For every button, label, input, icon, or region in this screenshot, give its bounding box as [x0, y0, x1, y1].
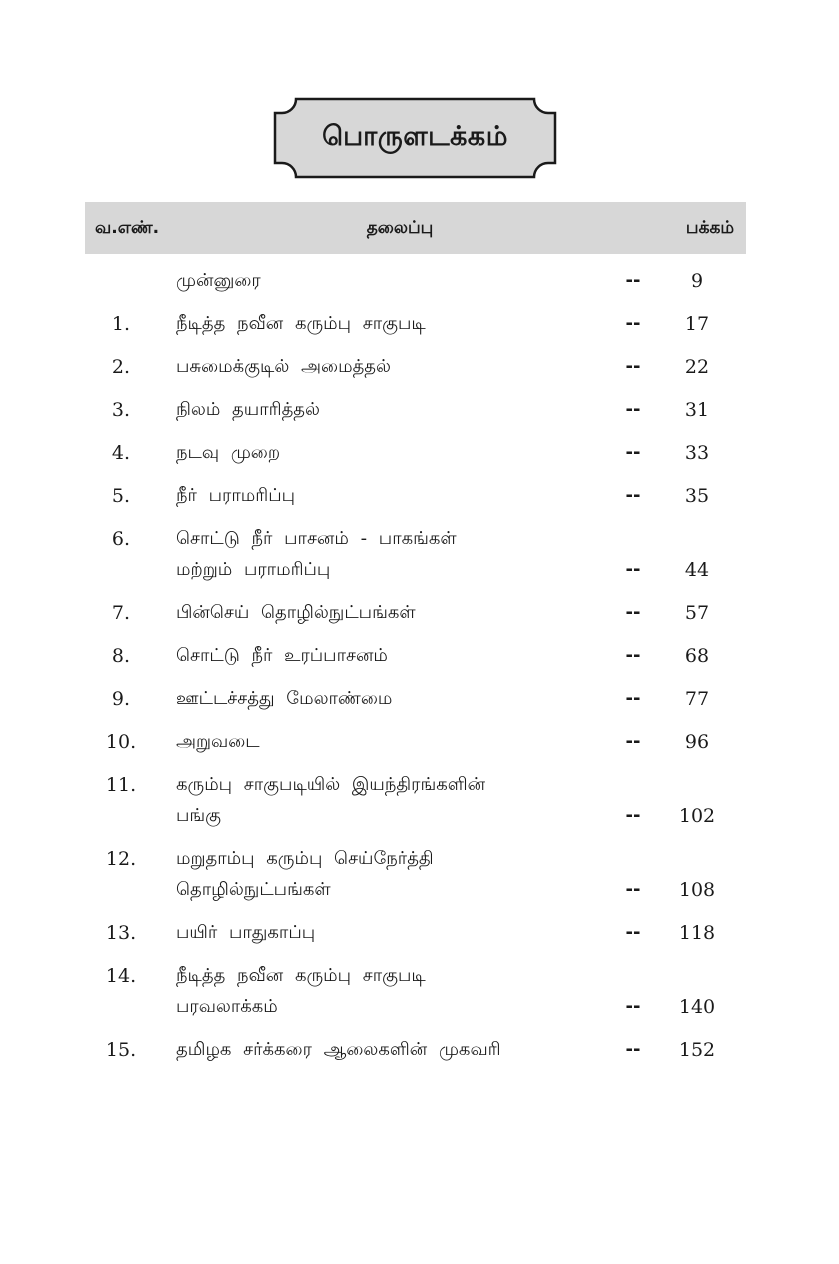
column-header-page: பக்கம்	[685, 218, 734, 238]
entry-page-number: 140	[678, 996, 716, 1018]
entry-number: 15.	[105, 1039, 137, 1061]
entry-title: நீடித்த நவீன கரும்பு சாகுபடி	[176, 313, 426, 334]
entry-title: ஊட்டச்சத்து மேலாண்மை	[176, 688, 393, 709]
entry-title: பசுமைக்குடில் அமைத்தல்	[176, 356, 391, 377]
entry-number: 6.	[111, 528, 131, 550]
entry-title: சொட்டு நீர் உரப்பாசனம்	[176, 645, 388, 666]
entry-page-number: 68	[684, 645, 710, 667]
entry-number: 11.	[105, 774, 137, 796]
toc-entry-line	[85, 875, 746, 905]
entry-title: சொட்டு நீர் பாசனம் - பாகங்கள்	[176, 528, 457, 549]
entry-separator: --	[625, 485, 641, 506]
entry-title: தமிழக சர்க்கரை ஆலைகளின் முகவரி	[176, 1039, 501, 1060]
entry-title: கரும்பு சாகுபடியில் இயந்திரங்களின்	[176, 774, 486, 795]
entry-page-number: 31	[684, 399, 710, 421]
toc-entry-line	[85, 801, 746, 831]
toc-entry-line	[85, 598, 746, 628]
heading-frame	[272, 96, 558, 180]
entry-title: பரவலாக்கம்	[176, 996, 278, 1017]
entry-title: முன்னுரை	[176, 270, 261, 291]
entry-page-number: 118	[678, 922, 716, 944]
entry-page-number: 22	[684, 356, 710, 378]
toc-entry-line	[85, 524, 746, 554]
toc-entry-line	[85, 992, 746, 1022]
entry-page-number: 152	[678, 1039, 716, 1061]
column-header-title: தலைப்பு	[366, 218, 434, 238]
entry-title: மற்றும் பராமரிப்பு	[176, 559, 331, 580]
entry-separator: --	[625, 996, 641, 1017]
entry-number: 2.	[111, 356, 131, 378]
entry-separator: --	[625, 1039, 641, 1060]
entry-page-number: 96	[684, 731, 710, 753]
entry-number: 12.	[105, 848, 137, 870]
page-title: பொருளடக்கம்	[322, 120, 508, 152]
entry-page-number: 17	[684, 313, 710, 335]
entry-separator: --	[625, 731, 641, 752]
toc-entry-line	[85, 481, 746, 511]
entry-separator: --	[625, 399, 641, 420]
entry-title: அறுவடை	[176, 731, 260, 752]
toc-entry-line	[85, 352, 746, 382]
entry-separator: --	[625, 879, 641, 900]
entry-title: நீடித்த நவீன கரும்பு சாகுபடி	[176, 965, 426, 986]
entry-page-number: 57	[684, 602, 710, 624]
toc-entry-line	[85, 770, 746, 800]
entry-title: நடவு முறை	[176, 442, 281, 463]
toc-entry-line	[85, 961, 746, 991]
toc-entry-line	[85, 641, 746, 671]
toc-entry-line	[85, 684, 746, 714]
entry-page-number: 44	[684, 559, 710, 581]
entry-page-number: 9	[690, 270, 704, 292]
toc-entry-line	[85, 727, 746, 757]
entry-title: பயிர் பாதுகாப்பு	[176, 922, 316, 943]
entry-title: பின்செய் தொழில்நுட்பங்கள்	[176, 602, 416, 623]
entry-separator: --	[625, 922, 641, 943]
entry-separator: --	[625, 602, 641, 623]
entry-separator: --	[625, 805, 641, 826]
entry-number: 10.	[105, 731, 137, 753]
toc-entry-line	[85, 1035, 746, 1065]
entry-separator: --	[625, 270, 641, 291]
entry-number: 13.	[105, 922, 137, 944]
entry-title: நிலம் தயாரித்தல்	[176, 399, 320, 420]
entry-separator: --	[625, 442, 641, 463]
entry-page-number: 33	[684, 442, 710, 464]
entry-separator: --	[625, 645, 641, 666]
entry-page-number: 108	[678, 879, 716, 901]
entry-separator: --	[625, 356, 641, 377]
toc-entry-line	[85, 266, 746, 296]
entry-number: 7.	[111, 602, 131, 624]
entry-page-number: 35	[684, 485, 710, 507]
toc-entry-line	[85, 844, 746, 874]
entry-page-number: 77	[684, 688, 710, 710]
entry-number: 3.	[111, 399, 131, 421]
entry-number: 9.	[111, 688, 131, 710]
toc-entry-line	[85, 438, 746, 468]
entry-page-number: 102	[678, 805, 716, 827]
toc-entry-line	[85, 555, 746, 585]
toc-entry-line	[85, 918, 746, 948]
entry-separator: --	[625, 313, 641, 334]
entry-separator: --	[625, 688, 641, 709]
entry-title: மறுதாம்பு கரும்பு செய்நேர்த்தி	[176, 848, 434, 869]
entry-number: 4.	[111, 442, 131, 464]
entry-number: 1.	[111, 313, 131, 335]
table-header	[85, 202, 746, 254]
entry-title: நீர் பராமரிப்பு	[176, 485, 295, 506]
entry-title: தொழில்நுட்பங்கள்	[176, 879, 331, 900]
entry-number: 5.	[111, 485, 131, 507]
entry-title: பங்கு	[176, 805, 222, 826]
toc-entry-line	[85, 309, 746, 339]
entry-number: 8.	[111, 645, 131, 667]
entry-separator: --	[625, 559, 641, 580]
entry-number: 14.	[105, 965, 137, 987]
toc-entry-line	[85, 395, 746, 425]
column-header-number: வ.எண்.	[95, 218, 160, 238]
